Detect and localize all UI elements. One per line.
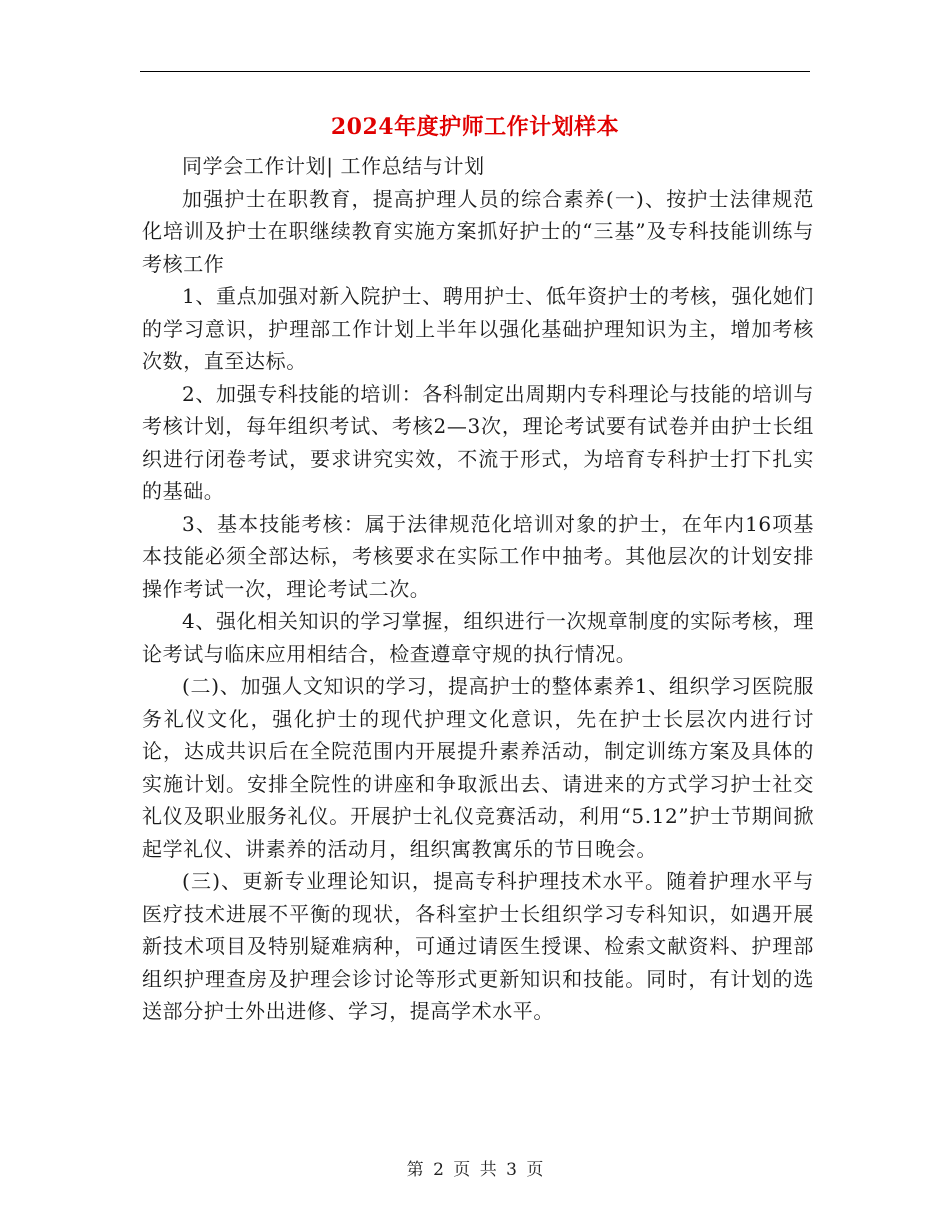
paragraph: 4、强化相关知识的学习掌握，组织进行一次规章制度的实际考核，理论考试与临床应用相结合，检查遵章守规的执行情况。 (142, 609, 814, 666)
document-body (142, 150, 814, 1028)
paragraph: 加强护士在职教育，提高护理人员的综合素养(一)、按护士法律规范化培训及护士在职继续教育实施方案抓好护士的“三基”及专科技能训练与考核工作 (142, 186, 814, 276)
paragraph: (二)、加强人文知识的学习，提高护士的整体素养1、组织学习医院服务礼仪文化，强化护士的现代护理文化意识，先在护士长层次内进行讨论，达成共识后在全院范围内开展提升素养活动，制定训练方案及具体的实施计划。安排全院性的讲座和争取派出去、请进来的方式学习护士社交礼仪及职业服务礼仪。开展护士礼仪竞赛活动，利用“5.12”护士节期间掀起学礼仪、讲素养的活动月，组织寓教寓乐的节日晚会。 (142, 674, 814, 861)
paragraph-subtitle: 同学会工作计划| 工作总结与计划 (182, 154, 485, 178)
paragraph: (三)、更新专业理论知识，提高专科护理技术水平。随着护理水平与医疗技术进展不平衡的现状，各科室护士长组织学习专科知识，如遇开展新技术项目及特别疑难病种，可通过请医生授课、检索文献资料、护理部组织护理查房及护理会诊讨论等形式更新知识和技能。同时，有计划的选送部分护士外出进修、学习，提高学术水平。 (142, 869, 814, 1023)
paragraph: 3、基本技能考核：属于法律规范化培训对象的护士，在年内16项基本技能必须全部达标，考核要求在实际工作中抽考。其他层次的计划安排操作考试一次，理论考试二次。 (142, 511, 814, 601)
header-rule (140, 71, 810, 72)
paragraph: 1、重点加强对新入院护士、聘用护士、低年资护士的考核，强化她们的学习意识，护理部工作计划上半年以强化基础护理知识为主，增加考核次数，直至达标。 (142, 284, 814, 373)
paragraph: 2、加强专科技能的培训：各科制定出周期内专科理论与技能的培训与考核计划，每年组织考试、考核2—3次，理论考试要有试卷并由护士长组织进行闭卷考试，要求讲究实效，不流于形式，为培育专科护士打下扎实的基础。 (142, 381, 814, 503)
page-number-footer: 第 2 页 共 3 页 (406, 1160, 544, 1180)
document-title: 2024年度护师工作计划样本 (330, 114, 620, 140)
